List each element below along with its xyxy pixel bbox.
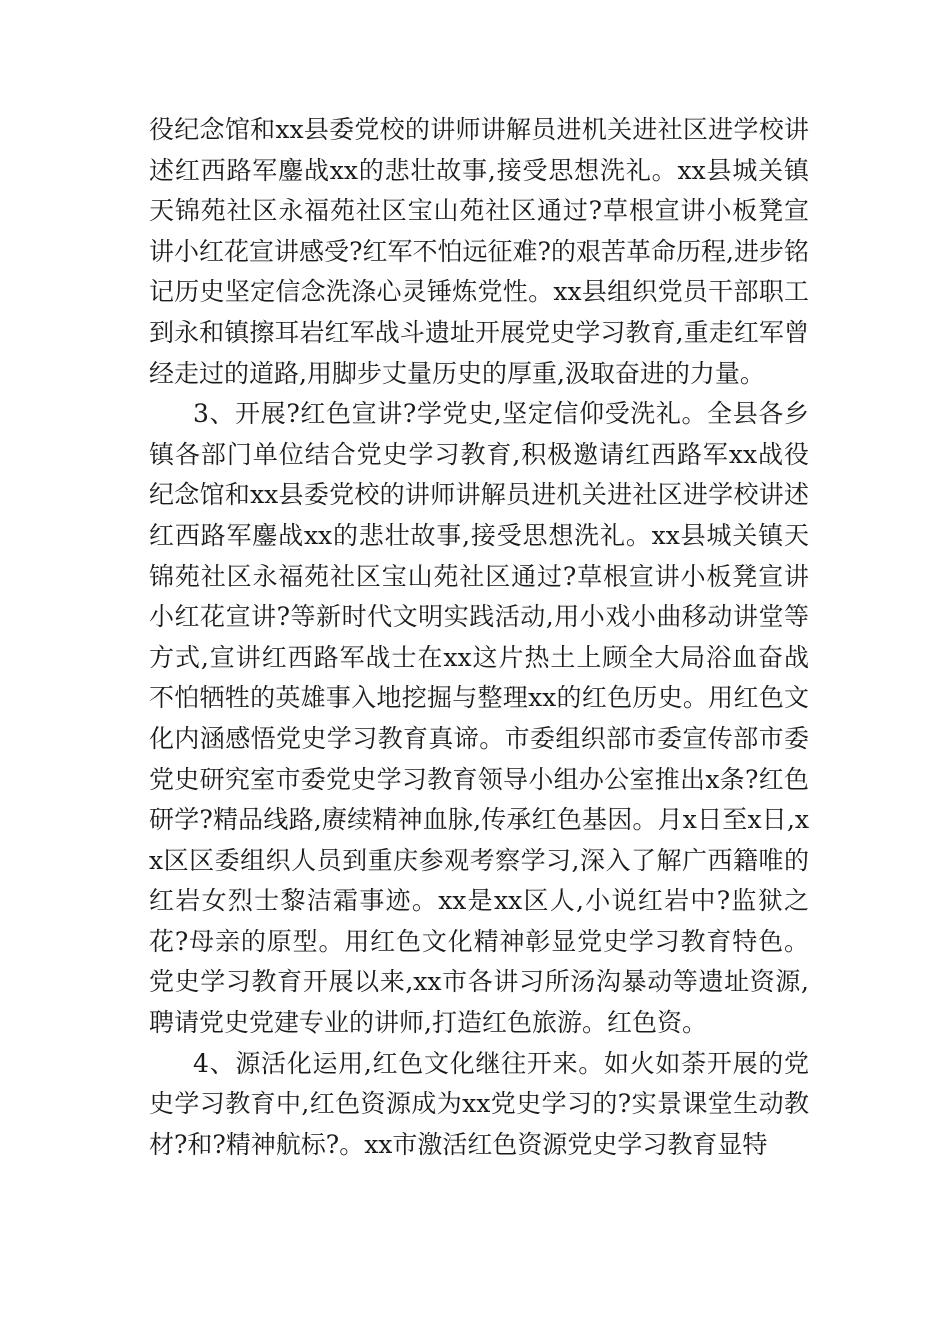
paragraph-section-4: 4、源活化运用,红色文化继往开来。如火如荼开展的党史学习教育中,红色资源成为xx党史学习的?实景课堂生动教材?和?精神航标?。xx市激活红色资源党史学习教育显特	[149, 1048, 809, 1159]
paragraph-section-3: 3、开展?红色宣讲?学党史,坚定信仰受洗礼。全县各乡镇各部门单位结合党史学习教育,积极邀请红西路军xx战役纪念馆和xx县委党校的讲师讲解员进机关进社区进学校讲述红西路军鏖战xx的悲壮故事,接受思想洗礼。xx县城关镇天锦苑社区永福苑社区宝山苑社区通过?草根宣讲小板凳宣讲小红花宣讲?等新时代文明实践活动,用小戏小曲移动讲堂等方式,宣讲红西路军战士在xx这片热土上顾全大局浴血奋战不怕牺牲的英雄事入地挖掘与整理xx的红色历史。用红色文化内涵感悟党史学习教育真谛。市委组织部市委宣传部市委党史研究室市委党史学习教育领导小组办公室推出x条?红色研学?精品线路,赓续精神血脉,传承红色基因。月x日至x日,xx区区委组织人员到重庆参观考察学习,深入了解广西籍唯的红岩女烈士黎洁霜事迹。xx是xx区人,小说红岩中?监狱之花?母亲的原型。用红色文化精神彰显党史学习教育特色。党史学习教育开展以来,xx市各讲习所汤沟暴动等遗址资源,聘请党史党建专业的讲师,打造红色旅游。红色资。	[149, 399, 809, 1038]
body-text	[149, 110, 809, 1165]
paragraph-continuation: 役纪念馆和xx县委党校的讲师讲解员进机关进社区进学校讲述红西路军鏖战xx的悲壮故事,接受思想洗礼。xx县城关镇天锦苑社区永福苑社区宝山苑社区通过?草根宣讲小板凳宣讲小红花宣讲感受?红军不怕远征难?的艰苦革命历程,进步铭记历史坚定信念洗涤心灵锤炼党性。xx县组织党员干部职工到永和镇擦耳岩红军战斗遗址开展党史学习教育,重走红军曾经走过的道路,用脚步丈量历史的厚重,汲取奋进的力量。	[149, 115, 809, 388]
